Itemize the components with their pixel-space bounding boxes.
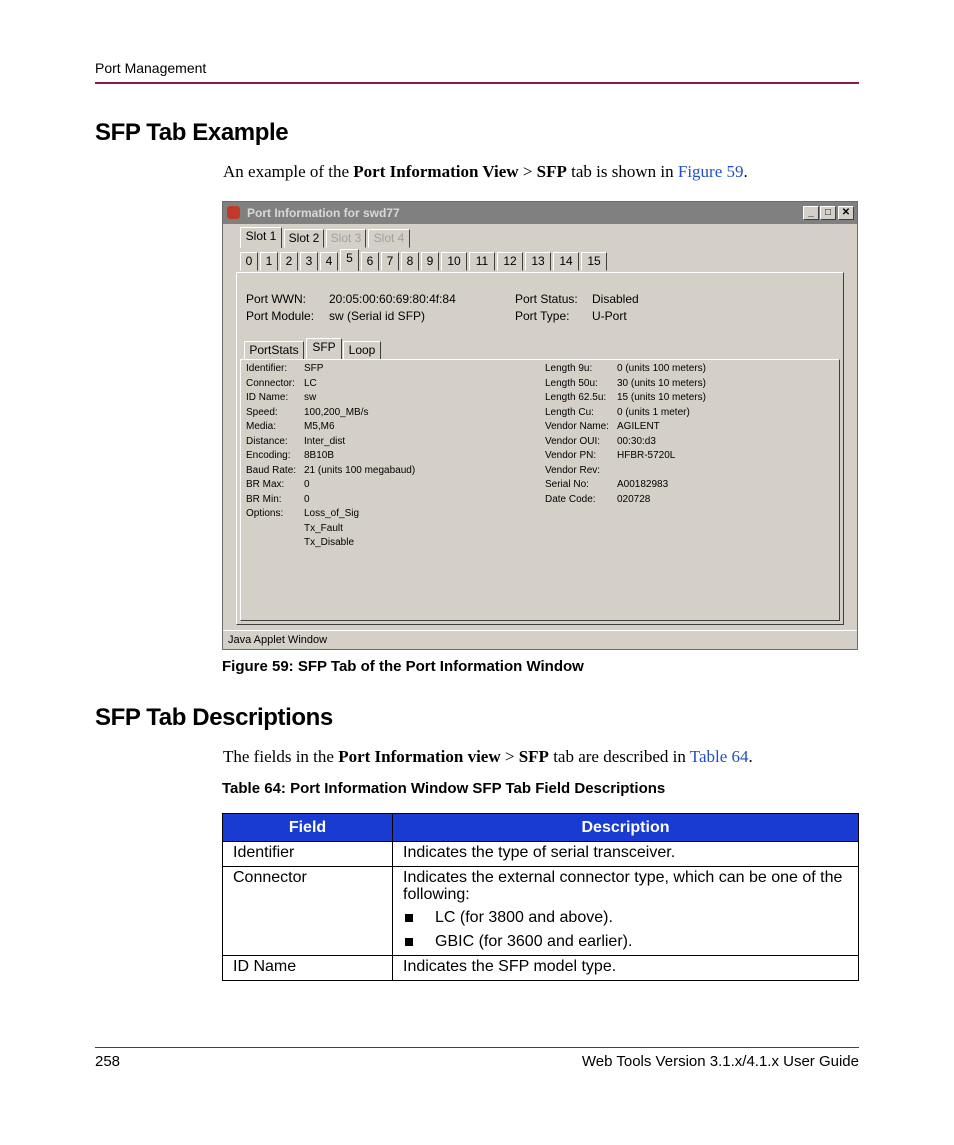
description-text: Indicates the external connector type, which can be one of the following: [403,869,843,903]
port-status-label: Port Status: [515,292,578,306]
sfp-field-value: M5,M6 [304,421,335,432]
sfp-field-value: AGILENT [617,421,660,432]
sfp-field-label: Vendor Name: [545,421,609,432]
sfp-field-value: 21 (units 100 megabaud) [304,464,416,476]
sfp-field-label: Date Code: [545,493,596,505]
sfp-field-label: Vendor Rev: [545,464,601,476]
sfp-field-label: ID Name: [246,392,289,403]
sfp-panel [240,359,840,621]
para-text: tab are described in [548,747,690,766]
tab-port-0[interactable]: 0 [240,252,258,271]
para-text: > [500,747,519,766]
sfp-field-label: Serial No: [545,479,589,490]
status-bar: Java Applet Window [223,630,857,649]
table-row [223,842,859,867]
bullet-item [403,933,848,951]
figure-caption: Figure 59: SFP Tab of the Port Information Window [222,658,584,675]
sfp-field-value: Loss_of_Sig [304,508,360,519]
tab-port-15[interactable]: 15 [581,252,607,271]
field-cell: ID Name [223,956,393,981]
tab-port-12[interactable]: 12 [497,252,523,271]
figure-link[interactable]: Figure 59 [677,162,744,181]
table-caption: Table 64: Port Information Window SFP Tab Field Descriptions [222,780,666,797]
sfp-field-value: SFP [304,363,324,374]
port-information-window [222,201,858,650]
tab-port-11[interactable]: 11 [469,252,495,271]
sfp-field-label: Length 62.5u: [545,392,607,403]
para-bold-text: SFP [536,162,567,181]
column-header-description: Description [393,814,859,842]
tab-port-8[interactable]: 8 [401,252,419,271]
tab-port-1[interactable]: 1 [260,252,278,271]
footer-rule [95,1047,859,1048]
tab-port-5[interactable]: 5 [340,249,359,271]
sfp-field-value: 8B10B [304,450,335,461]
sfp-field-label: Vendor OUI: [545,435,601,447]
sfp-field-value: 0 (units 1 meter) [617,406,690,418]
bullet-text: LC (for 3800 and above). [435,909,613,926]
bullet-item [403,909,848,927]
tab-sfp[interactable]: SFP [306,338,342,360]
table-row [223,867,859,956]
sfp-field-label: Options: [246,508,284,519]
sfp-field-label: Length 9u: [545,363,593,374]
description-cell: Indicates the type of serial transceiver. [393,842,859,867]
field-cell: Connector [223,867,393,956]
section-title-sfp-tab-descriptions: SFP Tab Descriptions [95,704,333,731]
sfp-field-label: Distance: [246,435,288,447]
sfp-field-value: HFBR-5720L [617,450,676,461]
minimize-icon[interactable]: _ [803,206,819,220]
sfp-field-label: BR Max: [246,479,285,490]
sfp-field-label: Identifier: [246,363,288,374]
intro-paragraph [223,162,748,182]
sfp-field-label: Length 50u: [545,377,598,389]
running-header: Port Management [95,60,207,76]
tab-slot-4: Slot 4 [368,229,410,248]
tab-port-6[interactable]: 6 [361,252,379,271]
sfp-field-value: 020728 [617,493,651,505]
sfp-field-value: A00182983 [617,479,669,490]
sfp-field-value: LC [304,377,317,389]
sfp-field-value: 30 (units 10 meters) [617,377,706,389]
port-module-label: Port Module: [246,309,315,323]
table-link[interactable]: Table 64 [689,747,749,766]
para-text: . [743,162,748,181]
section-title-sfp-tab-example: SFP Tab Example [95,119,289,146]
tab-port-9[interactable]: 9 [421,252,439,271]
sfp-field-label: Speed: [246,406,278,418]
port-status-value: Disabled [592,292,639,306]
sfp-field-value: sw [304,392,317,403]
para-bold-text: Port Information View [353,162,519,181]
table-header-row [223,814,859,842]
field-cell: Identifier [223,842,393,867]
tab-loop[interactable]: Loop [343,341,381,360]
tab-slot-1[interactable]: Slot 1 [240,227,282,248]
sfp-field-value: Inter_dist [304,435,346,447]
tab-port-7[interactable]: 7 [381,252,399,271]
header-rule [95,82,859,84]
tab-port-13[interactable]: 13 [525,252,551,271]
tab-slot-3: Slot 3 [326,229,366,248]
sfp-field-value: 100,200_MB/s [304,406,369,418]
port-type-label: Port Type: [515,309,570,323]
tab-slot-2[interactable]: Slot 2 [284,229,324,248]
tab-port-3[interactable]: 3 [300,252,318,271]
sfp-field-label: Length Cu: [545,406,594,418]
port-wwn-label: Port WWN: [246,292,306,306]
sfp-field-value: 0 (units 100 meters) [617,363,706,374]
sfp-field-label: Connector: [246,377,295,389]
window-title: Port Information for swd77 [247,206,400,220]
close-icon[interactable]: ✕ [838,206,854,220]
sfp-field-label: Baud Rate: [246,464,297,476]
bullet-square-icon [405,914,413,922]
para-bold-text: SFP [518,747,549,766]
para-text: The fields in the [223,747,339,766]
table-row [223,956,859,981]
port-module-value: sw (Serial id SFP) [329,309,426,323]
window-titlebar [223,202,857,224]
tab-port-2[interactable]: 2 [280,252,298,271]
column-header-field: Field [223,814,393,842]
description-cell [393,867,859,956]
port-wwn-value: 20:05:00:60:69:80:4f:84 [329,292,456,306]
sfp-field-label: Media: [246,421,277,432]
maximize-icon[interactable]: □ [820,206,836,220]
tab-port-10[interactable]: 10 [441,252,467,271]
sfp-field-label: Encoding: [246,450,291,461]
sfp-field-value: 0 [304,479,310,490]
para-bold-text: Port Information view [338,747,501,766]
sfp-field-value: 15 (units 10 meters) [617,392,706,403]
guide-title: Web Tools Version 3.1.x/4.1.x User Guide [581,1053,859,1070]
description-cell: Indicates the SFP model type. [393,956,859,981]
tab-port-14[interactable]: 14 [553,252,579,271]
para-text: An example of the [223,162,354,181]
para-text: tab is shown in [566,162,678,181]
sfp-field-value: Tx_Fault [304,522,343,534]
java-app-icon [227,206,240,219]
bullet-text: GBIC (for 3600 and earlier). [435,933,633,950]
page-number: 258 [95,1053,121,1070]
bullet-square-icon [405,938,413,946]
sfp-field-value: Tx_Disable [304,537,355,548]
port-type-value: U-Port [592,309,627,323]
tab-portstats[interactable]: PortStats [244,341,304,360]
field-descriptions-table [222,813,859,981]
para-text: > [518,162,537,181]
sfp-field-label: BR Min: [246,493,282,505]
sfp-field-label: Vendor PN: [545,450,597,461]
sfp-field-value: 0 [304,493,310,505]
sfp-field-value: 00:30:d3 [617,435,656,447]
tab-port-4[interactable]: 4 [320,252,338,271]
para-text: . [748,747,753,766]
descriptions-paragraph [223,747,753,767]
